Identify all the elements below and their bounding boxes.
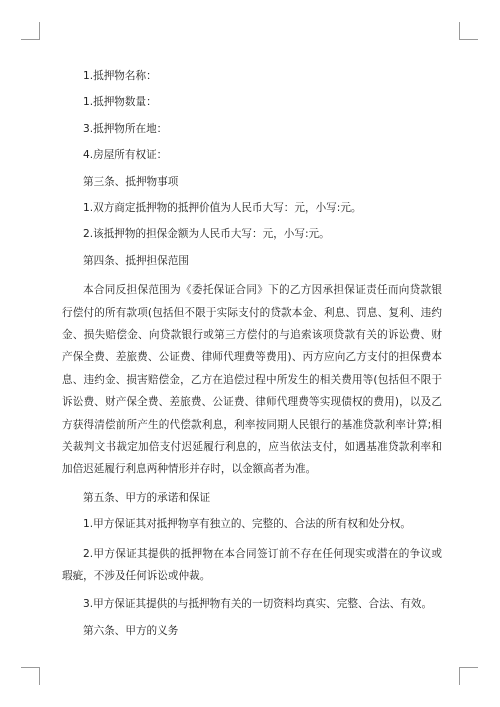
guarantee-scope-paragraph: 本合同反担保范围为《委托保证合同》下的乙方因承担保证责任而向贷款银行偿付的所有款项(包括但不限于实际支付的贷款本金、利息、罚息、复利、违约金、损失赔偿金、向贷款银行或第三方偿付的与追索该项贷款有关的诉讼费、财产保全费、差旅费、公证费、律师代理费等费用)、丙方应向乙方支付的担保费本息、违约金、损害赔偿金，乙方在追偿过程中所发生的相关费用等(包括但不限于诉讼费、财产保全费、差旅费、公证费、律师代理费等实现债权的费用)，以及乙方获得清偿前所产生的代偿款利息，利率按同期人民银行的基准贷款利率计算;相关裁判文书裁定加倍支付迟延履行利息的，应当依法支付，如遇基准贷款利率和加倍迟延履行利息两种情形并存时，以金额高者为准。	[62, 284, 442, 476]
ownership-warranty-line: 1.甲方保证其对抵押物享有独立的、完整的、合法的所有权和处分权。	[83, 518, 411, 531]
property-certificate-line: 4.房屋所有权证：	[83, 149, 168, 162]
collateral-quantity-line: 1.抵押物数量：	[83, 96, 157, 109]
collateral-name-line: 1.抵押物名称：	[83, 70, 157, 82]
no-dispute-warranty-paragraph: 2.甲方保证其提供的抵押物在本合同签订前不存在任何现实或潜在的争议或瑕疵，不涉及任何诉讼或仲裁。	[62, 547, 442, 582]
documents-warranty-line: 3.甲方保证其提供的与抵押物有关的一切资料均真实、完整、合法、有效。	[83, 598, 433, 611]
guarantee-amount-line: 2.该抵押物的担保金额为人民币大写：元，小写:元。	[83, 228, 330, 241]
article-6-heading: 第六条、甲方的义务	[83, 624, 179, 637]
article-3-heading: 第三条、抵押物事项	[83, 175, 179, 188]
article-5-heading: 第五条、甲方的承诺和保证	[83, 491, 211, 504]
collateral-location-line: 3.抵押物所在地：	[83, 122, 168, 135]
document-body	[62, 68, 442, 649]
article-4-heading: 第四条、抵押担保范围	[83, 254, 189, 267]
mortgage-value-line: 1.双方商定抵押物的抵押价值为人民币大写：元，小写:元。	[83, 201, 362, 214]
